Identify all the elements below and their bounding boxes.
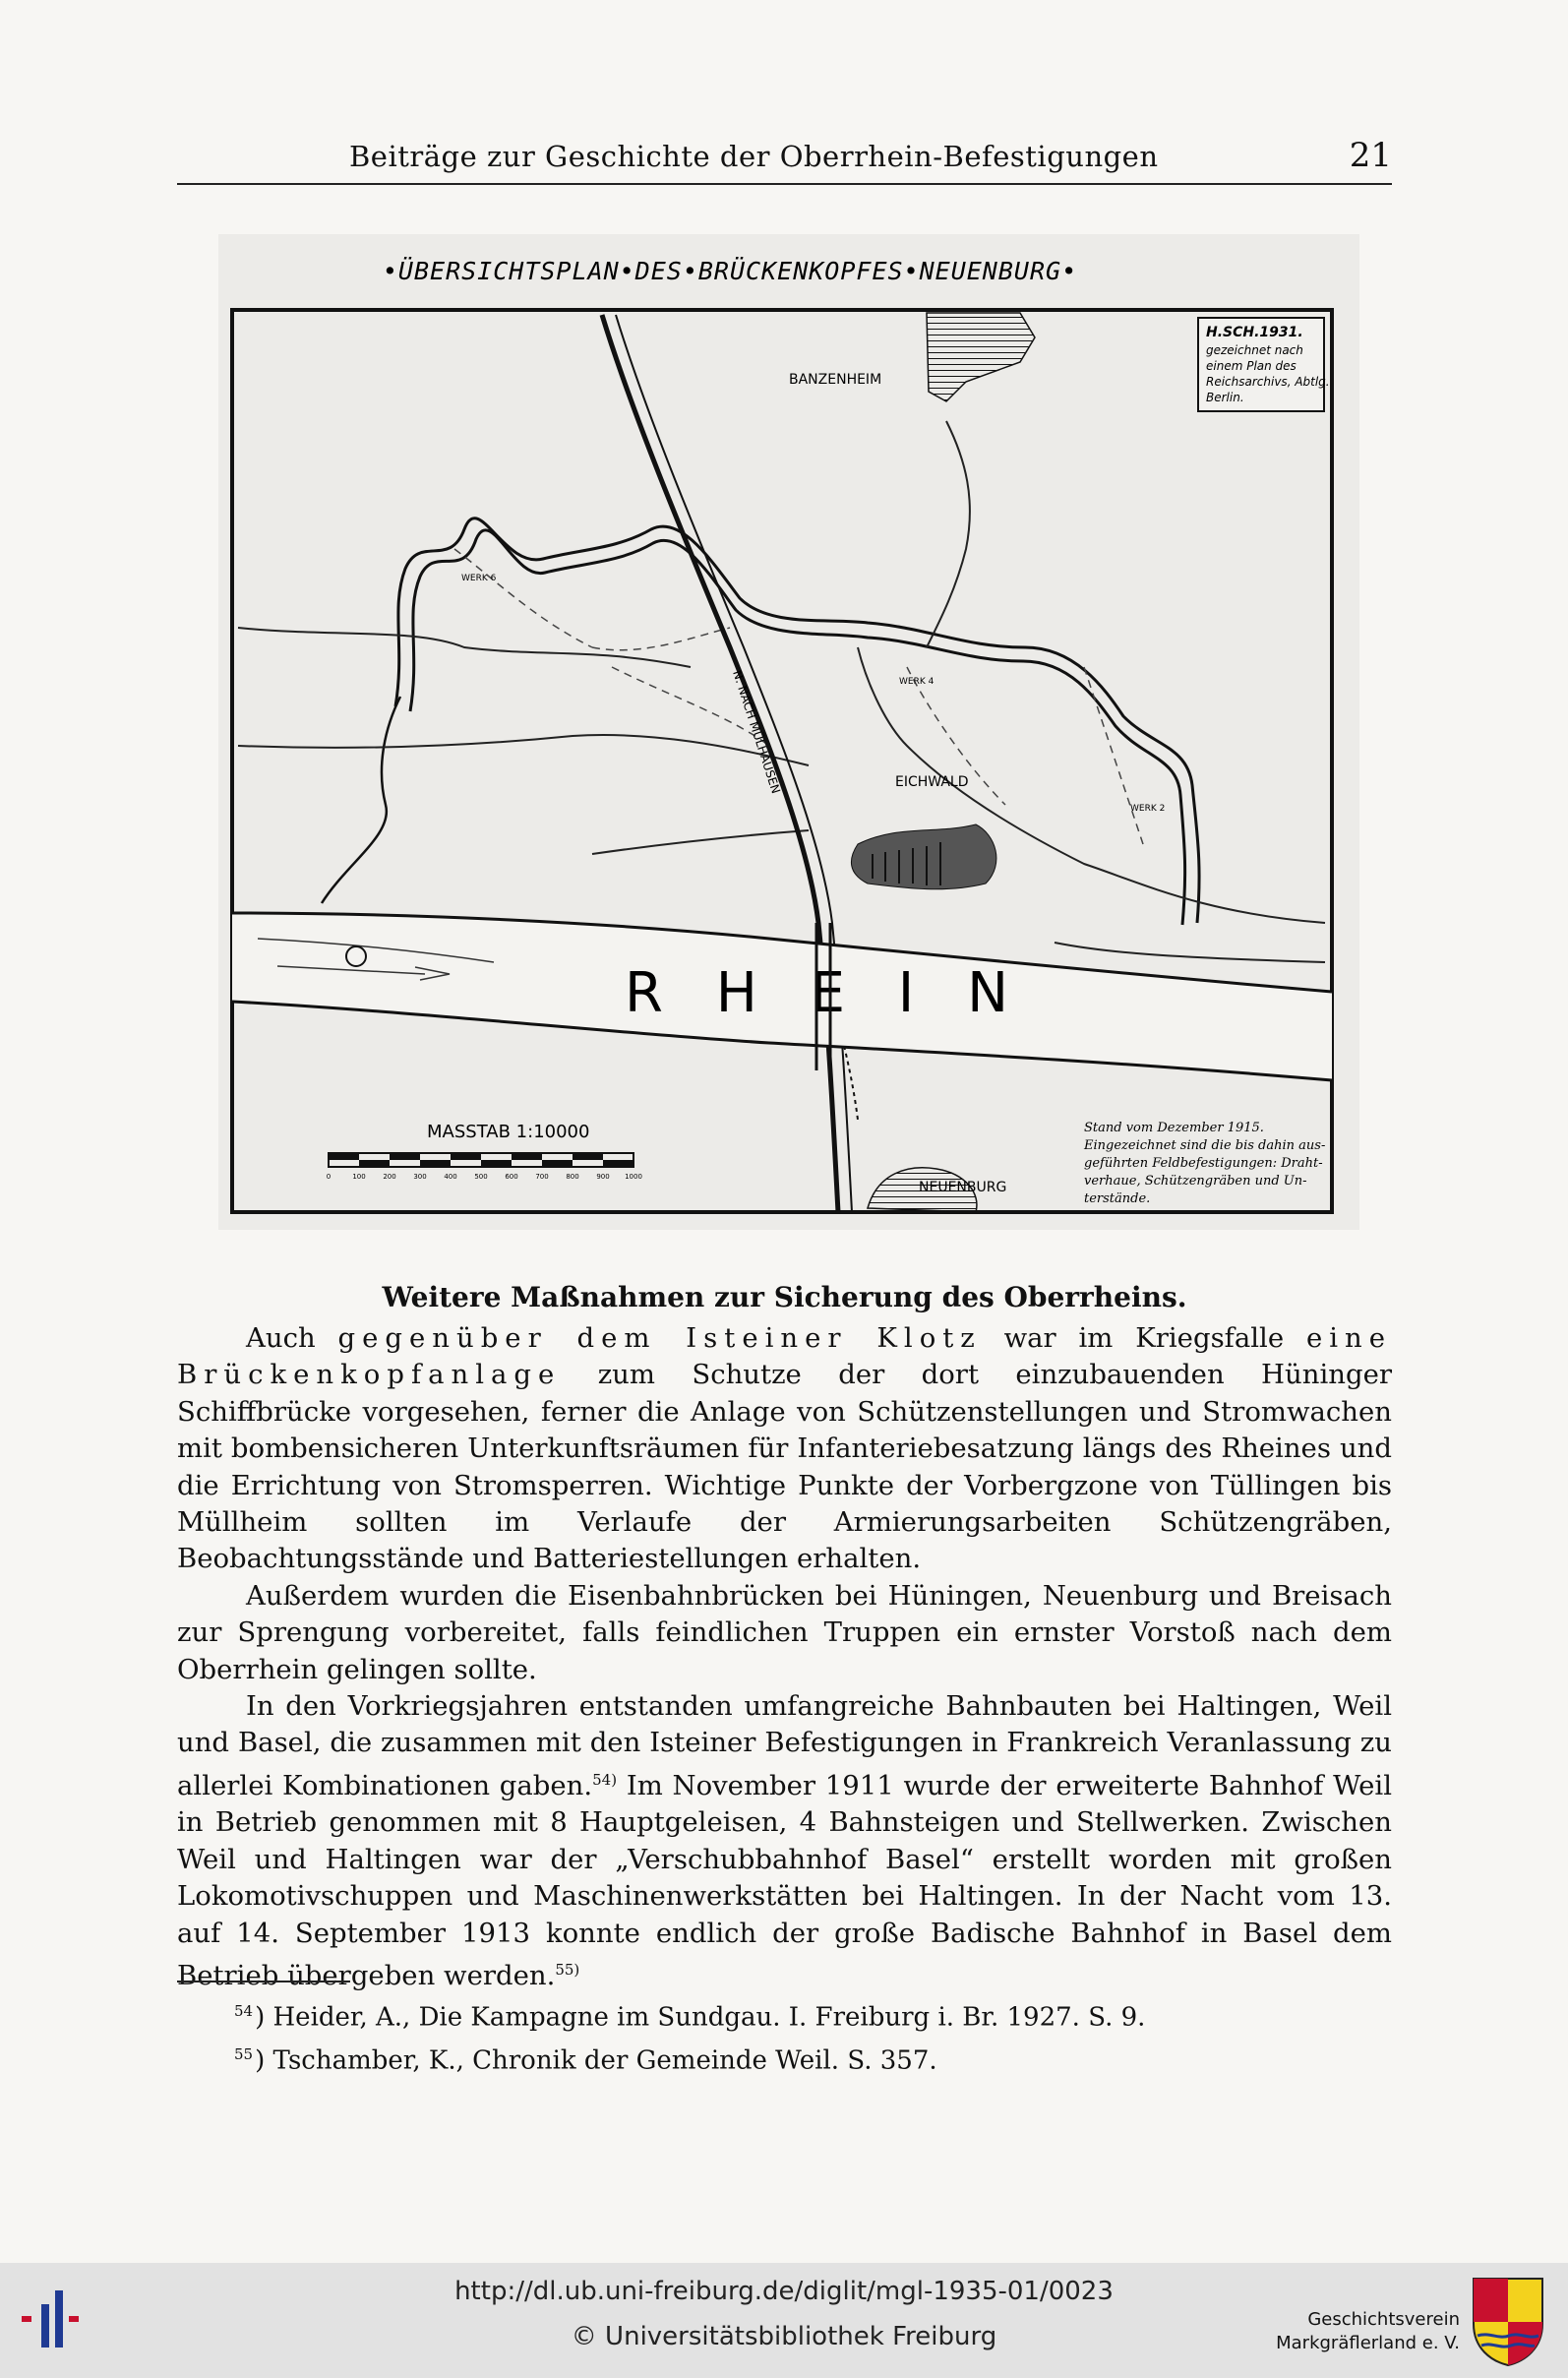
dashed-paths <box>454 549 1143 844</box>
scale-segment <box>512 1153 542 1160</box>
label-werk2: WERK 2 <box>1130 804 1166 814</box>
paragraph-2: Außerdem wurden die Eisenbahnbrücken bei Hüningen, Neuenburg und Breisach zur Sprengung vorbereitet, falls feindlichen Truppen ein ernster Vorstoß nach dem Oberrhein gelingen sollte. <box>177 1579 1392 1685</box>
running-title: Beiträge zur Geschichte der Oberrhein-Befestigungen <box>349 140 1159 173</box>
scale-segment <box>420 1160 451 1167</box>
scale-tick-label: 300 <box>413 1173 427 1181</box>
viewer-footer <box>0 2263 1568 2378</box>
scale-label: MASSTAB 1:10000 <box>427 1122 590 1142</box>
organization-name: Geschichtsverein Markgräflerland e. V. <box>1276 2309 1460 2353</box>
scale-segment <box>542 1160 573 1167</box>
scale-segments <box>329 1153 633 1167</box>
scale-tick-labels <box>327 1173 642 1181</box>
scale-tick-label: 500 <box>474 1173 488 1181</box>
banzenheim-town <box>927 313 1035 401</box>
footnotes <box>234 1993 1145 2079</box>
scale-segment <box>573 1153 603 1160</box>
label-werk4: WERK 4 <box>899 677 935 687</box>
map-figure <box>218 234 1359 1230</box>
footnote-rule <box>177 1981 350 1982</box>
map-title: •ÜBERSICHTSPLAN•DES•BRÜCKENKOPFES•NEUENBURG• <box>382 257 1078 285</box>
scale-tick-label: 600 <box>505 1173 518 1181</box>
map-credit: H.SCH.1931. gezeichnet nach einem Plan des Reichsarchivs, Abtlg. Berlin. <box>1206 325 1330 404</box>
upper-river <box>395 518 1199 925</box>
footnote-ref-55[interactable]: 55) <box>555 1961 580 1980</box>
scale-tick-label: 700 <box>535 1173 549 1181</box>
coat-of-arms-icon <box>1470 2275 1546 2367</box>
map-svg <box>218 234 1359 1230</box>
body-text <box>177 1320 1392 1995</box>
label-neuenburg: NEUENBURG <box>919 1180 1007 1195</box>
paragraph-1: Auch gegenüber dem Isteiner Klotz war im Kriegsfalle eine Brückenkopfanlage zum Schutze der dort einzubauenden Hüninger Schiffbrücke vorgesehen, ferner die Anlage von Schützenstellungen und Stromwachen mit bombensicheren Unterkunftsräumen für Infanteriebesatzung längs des Rheines und die Errichtung von Stromsperren. Wichtige Punkte der Vorbergzone von Tüllingen bis Müllheim sollten im Verlaufe der Armierungsarbeiten Schützengräben, Beobachtungsstände und Batteriestellungen erhalten. <box>177 1322 1392 1575</box>
map-legend: Stand vom Dezember 1915. Eingezeichnet sind die bis dahin aus- geführten Feldbefestigungen: Draht- verhaue, Schützengräben und Un- terstände. <box>1084 1121 1326 1206</box>
scale-segment <box>329 1153 359 1160</box>
roads <box>238 421 1325 962</box>
scale-segment <box>359 1160 390 1167</box>
scale-tick-label: 400 <box>444 1173 457 1181</box>
left-stream <box>322 697 400 903</box>
scale-tick-label: 800 <box>566 1173 579 1181</box>
label-railway: N. NACH MÜLHAUSEN <box>730 668 783 796</box>
footnote-55: $^{55}$) Tschamber, K., Chronik der Gemeinde Weil. S. 357. <box>234 2044 937 2076</box>
running-header <box>177 136 1392 185</box>
label-werk6: WERK 6 <box>461 574 497 583</box>
scale-tick-label: 100 <box>352 1173 366 1181</box>
scale-segment <box>603 1160 633 1167</box>
label-eichwald: EICHWALD <box>895 774 969 790</box>
scale-segment <box>451 1153 481 1160</box>
paragraph-3: In den Vorkriegsjahren entstanden umfangreiche Bahnbauten bei Haltingen, Weil und Basel, die zusammen mit den Isteiner Befestigungen in Frankreich Veranlassung zu allerlei Kombinationen gaben.$^{54)}$ Im November 1911 wurde der erweiterte Bahnhof Weil in Betrieb genommen mit 8 Hauptgeleisen, 4 Bahnsteigen und Stellwerken. Zwischen Weil und Haltingen war der „Verschubbahnhof Basel“ erstellt worden mit großen Lokomotivschuppen und Maschinenwerkstätten bei Haltingen. In der Nacht vom 13. auf 14. September 1913 konnte endlich der große Badische Bahnhof in Basel dem Betrieb übergeben werden.$^{55)}$ <box>177 1690 1392 1992</box>
scale-segment <box>390 1153 420 1160</box>
railway <box>602 315 858 1212</box>
document-url[interactable]: http://dl.ub.uni-freiburg.de/diglit/mgl-1935-01/0023 <box>454 2277 1114 2306</box>
label-rhein: R H E I N <box>624 961 1027 1025</box>
scale-tick-label: 0 <box>326 1173 332 1181</box>
page-number: 21 <box>1349 136 1392 175</box>
scale-tick-label: 200 <box>383 1173 396 1181</box>
scale-tick-label: 900 <box>596 1173 610 1181</box>
scale-segment <box>481 1160 512 1167</box>
scale-tick-label: 1000 <box>625 1173 642 1181</box>
section-title: Weitere Maßnahmen zur Sicherung des Oberrheins. <box>382 1281 1187 1313</box>
label-banzenheim: BANZENHEIM <box>789 372 882 388</box>
footnote-54: $^{54}$) Heider, A., Die Kampagne im Sundgau. I. Freiburg i. Br. 1927. S. 9. <box>234 2002 1146 2033</box>
copyright: © Universitätsbibliothek Freiburg <box>571 2322 997 2351</box>
map-frame <box>232 310 1332 1212</box>
footnote-ref-54[interactable]: 54) <box>592 1770 618 1789</box>
